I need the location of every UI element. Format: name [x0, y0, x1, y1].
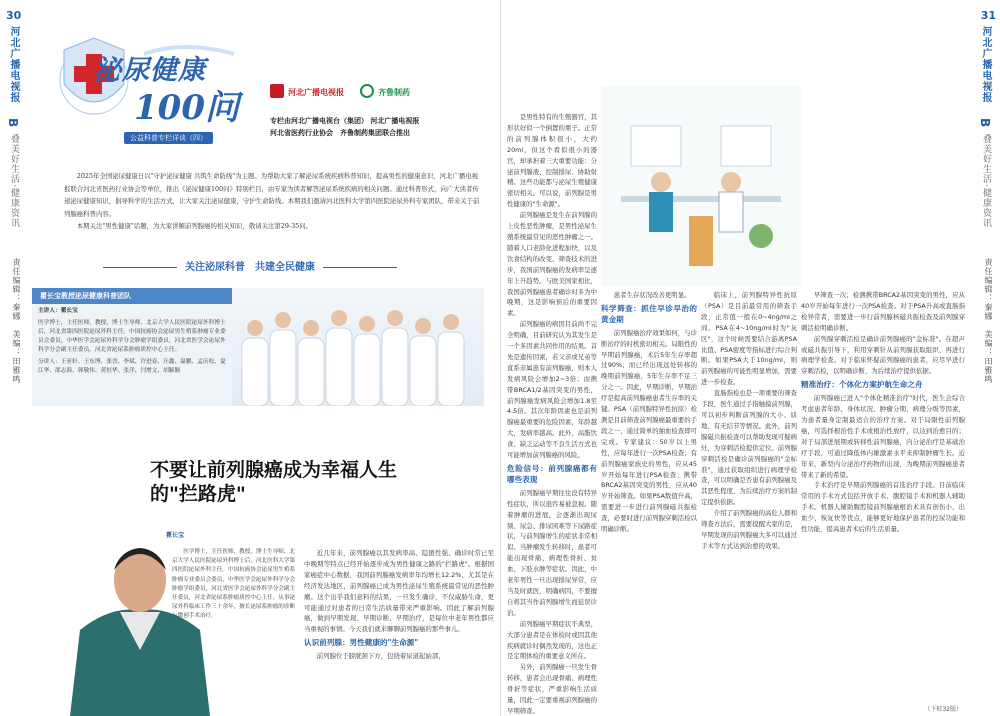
article-column-left-r [388, 112, 492, 716]
team-leader: 主讲人：瞿长宝 [38, 308, 78, 314]
article-column-r4 [801, 290, 965, 710]
paper-name-right: 河北广播电视报 [980, 26, 991, 103]
r1-text-1: 是男性特有的生殖器官，其形状好似一个倒置的栗子。正常的前列腺体积很小，大约20ml，但这个看似很小的器官，却承担着三大重要功能：分泌前列腺液、控制排尿、协助射精。这些功能都与泌尿生殖健康密切相关。可以说，前列腺是男性健康的"生命源"。 [507, 113, 597, 209]
r4-text-3: 手术治疗是早期前列腺癌的首选治疗手段。目前临床常用的手术方式包括开放手术、腹腔镜手术和机器人辅助手术。机器人辅助腹腔镜前列腺癌根治术具有创伤小、出血少、恢复快等优点，能够更好地保护患者的控尿功能和性功能，提高患者术后的生活质量。 [801, 481, 965, 534]
partner-line-1: 专栏由河北广播电视台（集团） 河北广播电视报 [270, 117, 420, 125]
r1-subheading: 危险信号：前列腺癌都有哪些表现 [507, 464, 597, 484]
r1-text-2: 前列腺癌是发生在前列腺的上皮性恶性肿瘤，是男性泌尿生殖系统最常见的恶性肿瘤之一。随着人口老龄化进程加快，以及饮食结构的改变、筛查技术的进步，我国前列腺癌的发病率呈逐年上升趋势。与欧美国家相比，我国前列腺癌患者确诊时多为中晚期，这是影响预后的重要因素。 [507, 211, 597, 318]
headline-line-2: 的"拦路虎" [150, 483, 246, 505]
paper-name: 河北广播电视报 [8, 26, 19, 103]
section-name-right: 叠美好生活·健康资讯 [981, 134, 991, 228]
partner-line-2: 河北省医药行业协会 齐鲁制药集团联合推出 [270, 129, 410, 137]
section-caption: 关注泌尿科普 共建全民健康 [50, 258, 450, 273]
clinic-illustration-graphic [601, 86, 801, 286]
section-name: 叠美好生活·健康资讯 [9, 134, 19, 228]
r4-subheading: 精准治疗：个体化方案护航生命之舟 [801, 380, 923, 390]
r3-text-2: 直肠指检也是一项重要的筛查手段，医生通过手指触摸前列腺，可以初步判断前列腺的大小、质地、有无结节等情况。此外，前列腺磁共振检查可以帮助发现可疑病灶，为穿刺活检提供定位。前列腺穿刺活检是确诊前列腺癌的"金标准"，通过获取组织进行病理学检查，可以明确是否患有前列腺癌及其恶性程度，为后续治疗方案的制定提供依据。 [701, 389, 797, 507]
article-column-r1 [507, 112, 597, 716]
doctor-bio: 医学博士，主任医师，教授，博士生导师，北京大学人民医院泌尿外科博士后，河北医科大学第四医院泌尿外科主任。中国抗癌协会泌尿男生殖系肿瘤专业委员会委员，中华医学会泌尿外科学分会肿瘤学组委员，河北省医学会泌尿外科学分会副主任委员，河北省泌尿系肿瘤质控中心主任。从事泌尿外科临床工作三十余年，擅长泌尿系肿瘤的诊断与微创手术治疗。 [172, 549, 296, 620]
mid-subheading: 认识前列腺：男性健康的"生命源" [304, 638, 419, 648]
team-box [32, 288, 232, 406]
r4-top: 早筛查一次；检测携带BRCA2基因突变的男性，应从40岁开始每年进行一次PSA检查。对于PSA升高或直肠指检异常者，需要进一步行前列腺核磁共振检查及前列腺穿刺活检明确诊断。 [801, 291, 965, 332]
r3-text: 临床上，前列腺特异性抗原（PSA）是目前最常用的筛查手段，正常值一般在0~4ng/ml之间。PSA在4~10ng/ml时为"灰区"，这个时候需要结合游离PSA比值、PSA密度等指标进行综合判断。如果PSA大于10ng/ml，则前列腺癌的可能性明显增加，需要进一步检查。 [701, 291, 797, 387]
banner-title: 泌尿健康 [94, 55, 206, 86]
right-page [500, 0, 1000, 716]
r4-text-2: 前列腺癌已进入"个体化精准治疗"时代，医生会综合考虑患者年龄、身体状况、肿瘤分期、病理分级等因素，为患者量身定制最适合的治疗方案。对于局限性前列腺癌，可选择根治性手术或根治性放疗，以达到治愈目的；对于局部进展期或转移性前列腺癌，内分泌治疗是基础治疗手段，可通过降低体内雄激素水平来抑制肿瘤生长。近年来，新型内分泌治疗药物的出现，为晚期前列腺癌患者带来了新的希望。 [801, 394, 965, 479]
r2-text: 前列腺癌治疗效果如何，与诊断治疗的时机密切相关。局限性的早期前列腺癌，术后5年生存率超过90%；而已经出现远处转移的晚期前列腺癌，5年生存率不足三分之一。因此，早期诊断、早期治疗是提高前列腺癌患者生存率的关键。PSA（前列腺特异性抗原）检测是目前筛查前列腺癌最重要的手段之一，通过简单的抽血检查即可完成。专家建议：50岁以上男性，应每年进行一次PSA检查；有前列腺癌家族史的男性，应从45岁开始每年进行PSA检查；携带BRCA2基因突变的男性，应从40岁开始筛查。如果PSA数值升高，需要进一步进行前列腺磁共振检查，必要时进行前列腺穿刺活检以明确诊断。 [601, 328, 697, 534]
page-number: 30 [6, 9, 22, 22]
intro-text: 2025年全国泌尿健康日以"守护泌尿健康 共筑生命防线"为主题。为帮助大家了解泌尿系统疾病科普知识，提高男性的健康意识，河北广播电视报联合河北省医药行业协会等单位，推出《泌尿健康100问》特别栏目，由专家为读者解答泌尿系统疾病的相关问题。通过科普形式，向广大读者传递泌尿健康知识，倡导科学的生活方式，让大家关注泌尿健康，守护生命防线。本期我们邀请河北医科大学第四医院泌尿外科专家团队，带来关于前列腺癌科普内容。 [64, 172, 480, 218]
right-sidebar [970, 10, 996, 710]
series-label: 公益科普专栏详谈（四） [124, 132, 213, 144]
intro-text-2: 本期关注"男性健康"话题，为大家讲解前列腺癌的相关知识，敬请关注第29-35问。 [76, 222, 312, 230]
team-members: 分讲人：王亚轩、王东博、张晋、李斌、许进春、汪鑫、温鹏、孟庆松、夏江华、邵志海、韩敬伟、黄恒华、张洋、闫增文、胡颖颖 [38, 359, 226, 374]
team-header: 瞿长宝教授泌尿健康科普团队 [32, 288, 232, 304]
page-number-right: 31 [980, 9, 996, 22]
banner-100: 100问 [134, 88, 239, 128]
pharma-logo-icon [360, 84, 374, 98]
r2-top: 患者生存状况改善更明显。 [613, 291, 691, 299]
doctor-name: 瞿长宝 [166, 532, 185, 539]
left-sidebar [6, 10, 32, 710]
r4-text: 前列腺穿刺活检是确诊前列腺癌的"金标准"。在超声或磁共振引导下，利用穿刺针从前列腺获取组织，再进行病理学检查。对于临床怀疑前列腺癌的患者，应尽早进行穿刺活检，以明确诊断，为后续治疗提供依据。 [801, 334, 965, 376]
clinic-illustration [601, 86, 801, 286]
tv-logo-icon [270, 84, 284, 98]
r2-subheading: 科学筛查：抓住早诊早治的黄金期 [601, 303, 697, 324]
team-text: 医学博士，主任医师，教授，博士生导师，北京大学人民医院泌尿外科博士后，河北省第四医院泌尿外科主任。中国抗癌协会泌尿男生殖系肿瘤专业委员会委员，中华医学会泌尿外科学分会肿瘤学组委员，河北省医学会泌尿外科学分会副主任委员，河北省泌尿系肿瘤质控中心主任。 [38, 320, 226, 353]
partner-logo-2: 齐鲁制药 [378, 88, 410, 97]
r1-text-5: 前列腺癌早期症状不典型，大部分患者是在体检时或因其他疾病就诊时偶然发现的，这也正是定期体检的重要意义所在。 [507, 619, 597, 661]
article-column-r3 [701, 290, 797, 710]
r3-text-3: 介绍了前列腺癌的高危人群和筛查方法后，需要提醒大家的是，早期发现的前列腺癌大多可以通过手术等方式达到治愈的效果。 [701, 509, 797, 550]
mid-intro: 近几年来，前列腺癌以其发病率高、隐匿性强、确诊时常已至中晚期等特点已经开始逐步成为男性健康之路的"拦路虎"。根据国家癌症中心数据，我国前列腺癌发病率年均增长12.2%，尤其是在经济发达地区，前列腺癌已成为男性泌尿生殖系统最常见的恶性肿瘤。这个出乎我们意料的结果，一旦发生确诊，不仅威胁生命，更可能通过对患者的日常生活质量带来严重影响。因此了解前列腺癌，做到早期发现、早期诊断、早期治疗，是每位中老年男性都应当重视的事情。今天我们就来聊聊前列腺癌的那些事儿。 [304, 549, 494, 634]
partner-logo-1: 河北广播电视报 [288, 88, 344, 97]
r1-text-3: 前列腺癌的病因目前尚不完全明确，目前研究认为其发生是一个多因素共同作用的结果。首先是遗传因素，若父亲或兄弟等直系亲属患有前列腺癌，则本人发病风险会增加2~3倍；而携带BRCA1/2基因突变的男性，前列腺癌发病风险会增加1.8至4.5倍。其次年龄因素也是前列腺癌最重要的危险因素，年龄越大，发病率越高。此外，高脂饮食、缺乏运动等不良生活方式也可能增加前列腺癌的风险。 [507, 320, 597, 460]
continued-note: （下转32版） [924, 706, 962, 713]
editor-line-right: 责任编辑：秦娜 美编：田雅鸣 [984, 258, 993, 384]
headline-line-1: 不要让前列腺癌成为幸福人生 [150, 459, 398, 481]
mid-end: 前列腺位于膀胱颈下方，包绕着尿道起始部， [316, 652, 445, 661]
r1-text-6: 另外，前列腺癌一旦发生骨转移，患者会出现骨痛、病理性骨折等症状，严重影响生活质量，因此一定要重视前列腺癌的早期筛查。 [507, 663, 597, 715]
r1-text-4: 前列腺癌早期往往没有特异性症状，所以很容易被忽视。随着肿瘤的进展，会逐渐出现尿频、尿急、排尿困难等下尿路症状，与前列腺增生的症状非常相似。当肿瘤发生转移时，患者可能出现骨痛、病理性骨折、贫血、下肢水肿等症状。因此，中老年男性一旦出现排尿异常，应当及时就医，明确病因，不要擅自将其当作前列腺增生而延误诊治。 [507, 488, 597, 617]
section-letter-right: B [978, 118, 992, 129]
section-letter: B [6, 118, 20, 129]
editor-line: 责任编辑：秦娜 美编：田雅鸣 [12, 258, 21, 384]
article-column-r2 [601, 290, 697, 710]
